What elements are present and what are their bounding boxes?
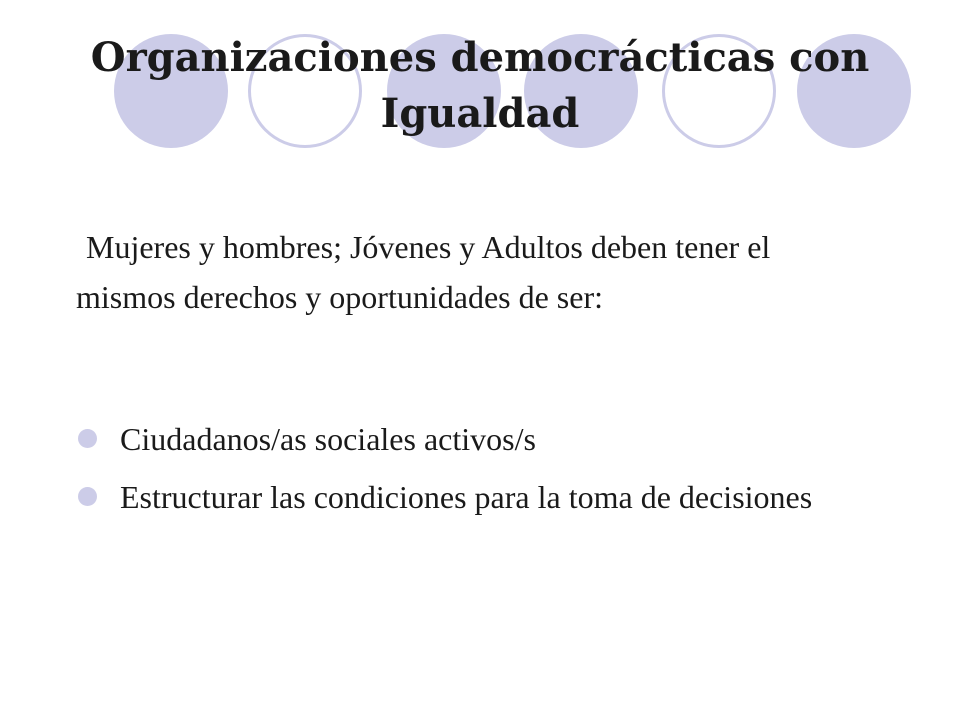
bullet-text: Ciudadanos/as sociales activos/s xyxy=(120,421,536,457)
slide-title: Organizaciones democrácticas con Igualdad xyxy=(90,34,870,137)
bullet-item xyxy=(76,414,836,464)
bullet-list xyxy=(76,414,836,530)
bullet-item xyxy=(76,472,836,522)
bullet-dot-icon xyxy=(78,429,97,448)
intro-text: Mujeres y hombres; Jóvenes y Adultos deben tener el mismos derechos y oportunidades de ser: xyxy=(76,229,771,315)
bullet-dot-icon xyxy=(78,487,97,506)
bullet-text: Estructurar las condiciones para la toma de decisiones xyxy=(120,479,813,515)
